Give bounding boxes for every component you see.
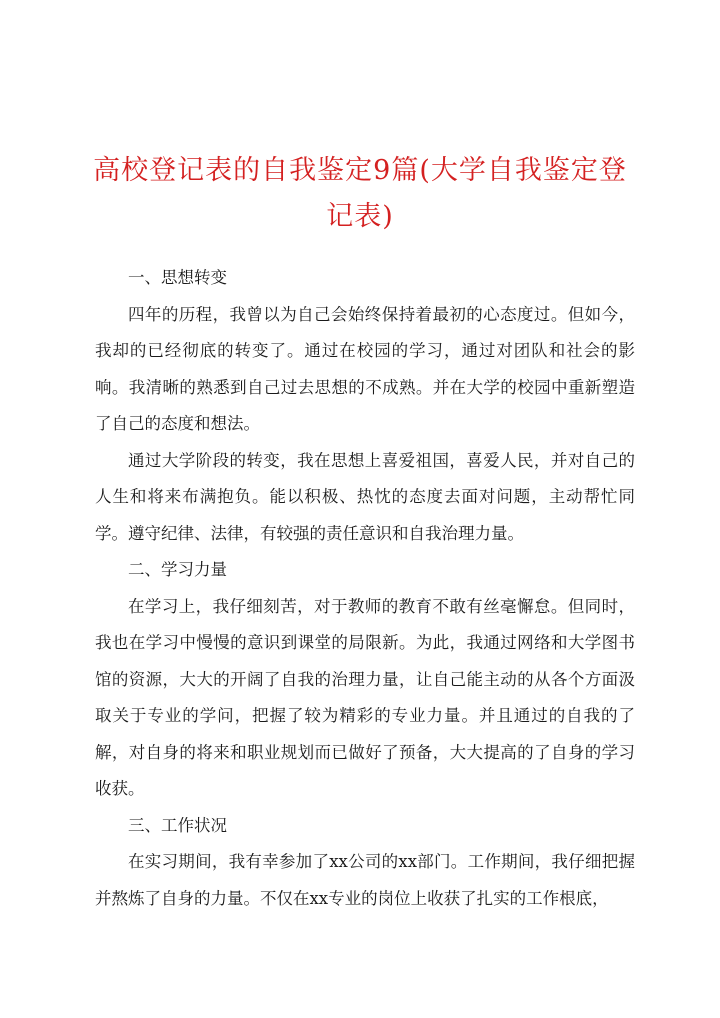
body-paragraph: 在实习期间，我有幸参加了xx公司的xx部门。工作期间，我仔细把握并熬炼了自身的力量。不仅在xx专业的岗位上收获了扎实的工作根底， <box>95 852 635 908</box>
document-body <box>95 260 635 917</box>
document-title: 高校登记表的自我鉴定9篇(大学自我鉴定登记表) <box>93 155 627 232</box>
section-heading: 二、学习力量 <box>128 560 227 579</box>
body-paragraph: 在学习上，我仔细刻苦，对于教师的教育不敢有丝毫懈怠。但同时，我也在学习中慢慢的意识到课堂的局限新。为此，我通过网络和大学图书馆的资源，大大的开阔了自我的治理力量，让自己能主动的从各个方面汲取关于专业的学问，把握了较为精彩的专业力量。并且通过的自我的了解，对自身的将来和职业规划而已做好了预备，大大提高的了自身的学习收获。 <box>95 596 635 798</box>
section-heading: 一、思想转变 <box>128 268 227 287</box>
body-paragraph: 四年的历程，我曾以为自己会始终保持着最初的心态度过。但如今，我却的已经彻底的转变了。通过在校园的学习，通过对团队和社会的影响。我清晰的熟悉到自己过去思想的不成熟。并在大学的校园中重新塑造了自己的态度和想法。 <box>95 304 635 433</box>
body-paragraph: 通过大学阶段的转变，我在思想上喜爱祖国，喜爱人民，并对自己的人生和将来布满抱负。能以积极、热忱的态度去面对问题，主动帮忙同学。遵守纪律、法律，有较强的责任意识和自我治理力量。 <box>95 450 635 543</box>
section-heading: 三、工作状况 <box>128 815 227 835</box>
